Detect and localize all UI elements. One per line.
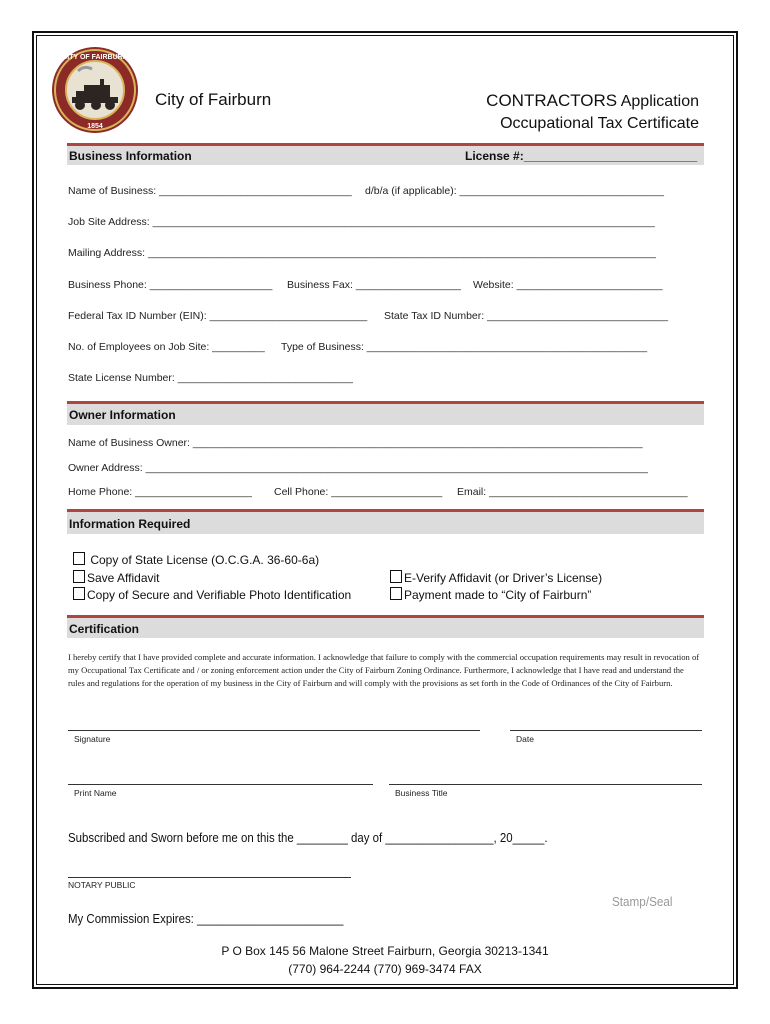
application-title-main: CONTRACTORS <box>486 91 618 110</box>
home-phone-field[interactable]: Home Phone: ____________________ <box>68 486 252 498</box>
business-type-field[interactable]: Type of Business: ________________________________________________ <box>281 341 648 353</box>
application-subtitle: Occupational Tax Certificate <box>500 115 699 132</box>
owner-address-field[interactable]: Owner Address: ______________________________________________________________________________________ <box>68 462 648 474</box>
business-info-heading: Business Information <box>69 149 192 163</box>
notary-public-label: NOTARY PUBLIC <box>68 880 136 890</box>
checkbox-label: Save Affidavit <box>87 571 160 585</box>
website-field[interactable]: Website: _________________________ <box>473 279 663 291</box>
job-site-address-field[interactable]: Job Site Address: ______________________________________________________________________________________ <box>68 216 655 228</box>
info-required-header <box>67 509 704 534</box>
checkbox-icon[interactable] <box>73 570 85 583</box>
date-line[interactable] <box>510 730 702 731</box>
business-info-header <box>67 143 704 165</box>
stamp-seal-placeholder: Stamp/Seal <box>612 894 673 909</box>
license-number-field[interactable]: License #:__________________________ <box>465 149 698 163</box>
business-phone-field[interactable]: Business Phone: _____________________ <box>68 279 273 291</box>
state-tax-id-field[interactable]: State Tax ID Number: _______________________________ <box>384 310 669 322</box>
logo-text-top: CITY OF FAIRBURN <box>62 54 128 61</box>
footer-address: P O Box 145 56 Malone Street Fairburn, Georgia 30213-1341 <box>221 944 549 958</box>
city-title: City of Fairburn <box>155 90 272 109</box>
checkbox-icon[interactable] <box>390 570 402 583</box>
city-seal-logo <box>50 45 140 135</box>
application-title <box>486 91 699 111</box>
employees-field[interactable]: No. of Employees on Job Site: _________ <box>68 341 265 353</box>
signature-line[interactable] <box>68 730 480 731</box>
checkbox-label: E-Verify Affidavit (or Driver’s License) <box>404 571 603 585</box>
print-name-label: Print Name <box>74 788 117 798</box>
checkbox-save-affidavit[interactable] <box>73 570 160 585</box>
state-license-number-field[interactable]: State License Number: ______________________________ <box>68 372 353 384</box>
sworn-statement[interactable]: Subscribed and Sworn before me on this the ________ day of _________________, 20_____. <box>68 830 548 845</box>
checkbox-payment[interactable] <box>390 587 591 602</box>
certification-header <box>67 615 704 638</box>
dba-field[interactable]: d/b/a (if applicable): ___________________________________ <box>365 185 664 197</box>
checkbox-icon[interactable] <box>390 587 402 600</box>
checkbox-photo-id[interactable] <box>73 587 351 602</box>
checkbox-state-license[interactable] <box>73 552 319 567</box>
owner-name-field[interactable]: Name of Business Owner: _____________________________________________________________________________ <box>68 437 643 449</box>
owner-info-header <box>67 401 704 425</box>
business-title-line[interactable] <box>389 784 702 785</box>
business-title-label: Business Title <box>395 788 448 798</box>
checkbox-e-verify[interactable] <box>390 570 602 585</box>
business-fax-field[interactable]: Business Fax: __________________ <box>287 279 461 291</box>
commission-expires-field[interactable]: My Commission Expires: _______________________ <box>68 911 344 926</box>
owner-info-heading: Owner Information <box>69 408 176 422</box>
print-name-line[interactable] <box>68 784 373 785</box>
date-label: Date <box>516 734 534 744</box>
notary-line[interactable] <box>68 877 351 878</box>
ein-field[interactable]: Federal Tax ID Number (EIN): ___________________________ <box>68 310 368 322</box>
email-field[interactable]: Email: __________________________________ <box>457 486 688 498</box>
signature-label: Signature <box>74 734 111 744</box>
checkbox-label: Copy of State License (O.C.G.A. 36-60-6a) <box>87 553 320 567</box>
application-title-suffix: Application <box>617 93 699 110</box>
checkbox-label: Payment made to “City of Fairburn” <box>404 588 592 602</box>
checkbox-label: Copy of Secure and Verifiable Photo Identification <box>87 588 352 602</box>
certification-heading: Certification <box>69 622 140 636</box>
logo-year: 1854 <box>87 123 103 130</box>
cell-phone-field[interactable]: Cell Phone: ___________________ <box>274 486 443 498</box>
checkbox-icon[interactable] <box>73 587 85 600</box>
info-required-heading: Information Required <box>69 517 191 531</box>
business-name-field[interactable]: Name of Business: _________________________________ <box>68 185 352 197</box>
footer-phones: (770) 964-2244 (770) 969-3474 FAX <box>288 962 482 976</box>
checkbox-icon[interactable] <box>73 552 85 565</box>
certification-text: I hereby certify that I have provided complete and accurate information. I acknowledge that failure to comply with the commercial occupation requirements may result in revocation of my Occupational Tax Certificate and / or zoning enforcement action under the City of Fairburn Zoning Ordinance. Furthermore, I acknowledge that I have read and understand the rules and regulations for the operation of my business in the City of Fairburn and will comply with the provisions as set forth in the Code of Ordinances of the City of Fairburn. <box>68 652 700 688</box>
mailing-address-field[interactable]: Mailing Address: _______________________________________________________________________________________ <box>68 247 656 259</box>
